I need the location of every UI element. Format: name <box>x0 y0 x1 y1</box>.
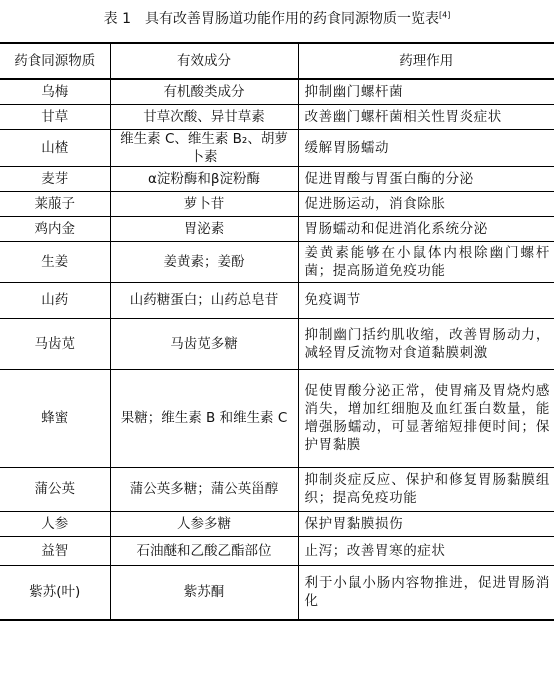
pharmacological-effect: 促进肠运动，消食除胀 <box>298 191 554 216</box>
table-title: 具有改善胃肠道功能作用的药食同源物质一览表 <box>145 11 439 27</box>
pharmacological-effect: 止泻；改善胃寒的症状 <box>298 536 554 565</box>
substance-name: 乌梅 <box>0 79 110 104</box>
substance-name: 人参 <box>0 511 110 536</box>
reference-marker: [4] <box>439 10 451 20</box>
pharmacological-effect: 保护胃黏膜损伤 <box>298 511 554 536</box>
active-component: 马齿苋多糖 <box>110 318 298 369</box>
pharmacological-effect: 缓解胃肠蠕动 <box>298 129 554 166</box>
active-component: 山药糖蛋白；山药总皂苷 <box>110 282 298 318</box>
header-substance: 药食同源物质 <box>0 43 110 79</box>
pharmacological-effect: 促进胃酸与胃蛋白酶的分泌 <box>298 166 554 191</box>
table-row <box>0 216 554 241</box>
table-row <box>0 318 554 369</box>
table-number: 表 1 <box>103 11 131 27</box>
substance-name: 莱菔子 <box>0 191 110 216</box>
table-row <box>0 511 554 536</box>
table-row <box>0 467 554 511</box>
active-component: 石油醚和乙酸乙酯部位 <box>110 536 298 565</box>
substance-name: 生姜 <box>0 241 110 282</box>
header-effect: 药理作用 <box>298 43 554 79</box>
pharmacological-effect: 改善幽门螺杆菌相关性胃炎症状 <box>298 104 554 129</box>
table-row <box>0 282 554 318</box>
substance-name: 紫苏(叶) <box>0 565 110 620</box>
substance-name: 蒲公英 <box>0 467 110 511</box>
pharmacological-effect: 抑制幽门括约肌收缩，改善胃肠动力，减轻胃反流物对食道黏膜刺激 <box>298 318 554 369</box>
table-row <box>0 166 554 191</box>
active-component: 姜黄素；姜酚 <box>110 241 298 282</box>
substance-name: 益智 <box>0 536 110 565</box>
active-component: 果糖；维生素 B 和维生素 C <box>110 369 298 467</box>
substance-name: 麦芽 <box>0 166 110 191</box>
active-component: 胃泌素 <box>110 216 298 241</box>
pharmacological-effect: 免疫调节 <box>298 282 554 318</box>
active-component: 维生素 C、维生素 B₂、胡萝卜素 <box>110 129 298 166</box>
table-row <box>0 104 554 129</box>
pharmacological-effect: 胃肠蠕动和促进消化系统分泌 <box>298 216 554 241</box>
active-component: α淀粉酶和β淀粉酶 <box>110 166 298 191</box>
substance-name: 山楂 <box>0 129 110 166</box>
table-row <box>0 79 554 104</box>
pharmacological-effect: 姜黄素能够在小鼠体内根除幽门螺杆菌；提高肠道免疫功能 <box>298 241 554 282</box>
active-component: 紫苏酮 <box>110 565 298 620</box>
substances-table <box>0 42 554 621</box>
pharmacological-effect: 利于小鼠小肠内容物推进，促进胃肠消化 <box>298 565 554 620</box>
substance-name: 山药 <box>0 282 110 318</box>
active-component: 甘草次酸、异甘草素 <box>110 104 298 129</box>
table-row <box>0 129 554 166</box>
table-row <box>0 536 554 565</box>
active-component: 蒲公英多糖；蒲公英甾醇 <box>110 467 298 511</box>
active-component: 有机酸类成分 <box>110 79 298 104</box>
pharmacological-effect: 抑制炎症反应、保护和修复胃肠黏膜组织；提高免疫功能 <box>298 467 554 511</box>
table-row <box>0 191 554 216</box>
substance-name: 鸡内金 <box>0 216 110 241</box>
header-component: 有效成分 <box>110 43 298 79</box>
table-row <box>0 369 554 467</box>
table-row <box>0 241 554 282</box>
substance-name: 马齿苋 <box>0 318 110 369</box>
pharmacological-effect: 促使胃酸分泌正常，使胃痛及胃烧灼感消失，增加红细胞及血红蛋白数量，能增强肠蠕动，可显著缩短排便时间；保护胃黏膜 <box>298 369 554 467</box>
header-row <box>0 43 554 79</box>
pharmacological-effect: 抑制幽门螺杆菌 <box>298 79 554 104</box>
table-row <box>0 565 554 620</box>
active-component: 人参多糖 <box>110 511 298 536</box>
substance-name: 甘草 <box>0 104 110 129</box>
substance-name: 蜂蜜 <box>0 369 110 467</box>
table-caption <box>0 10 554 28</box>
active-component: 萝卜苷 <box>110 191 298 216</box>
